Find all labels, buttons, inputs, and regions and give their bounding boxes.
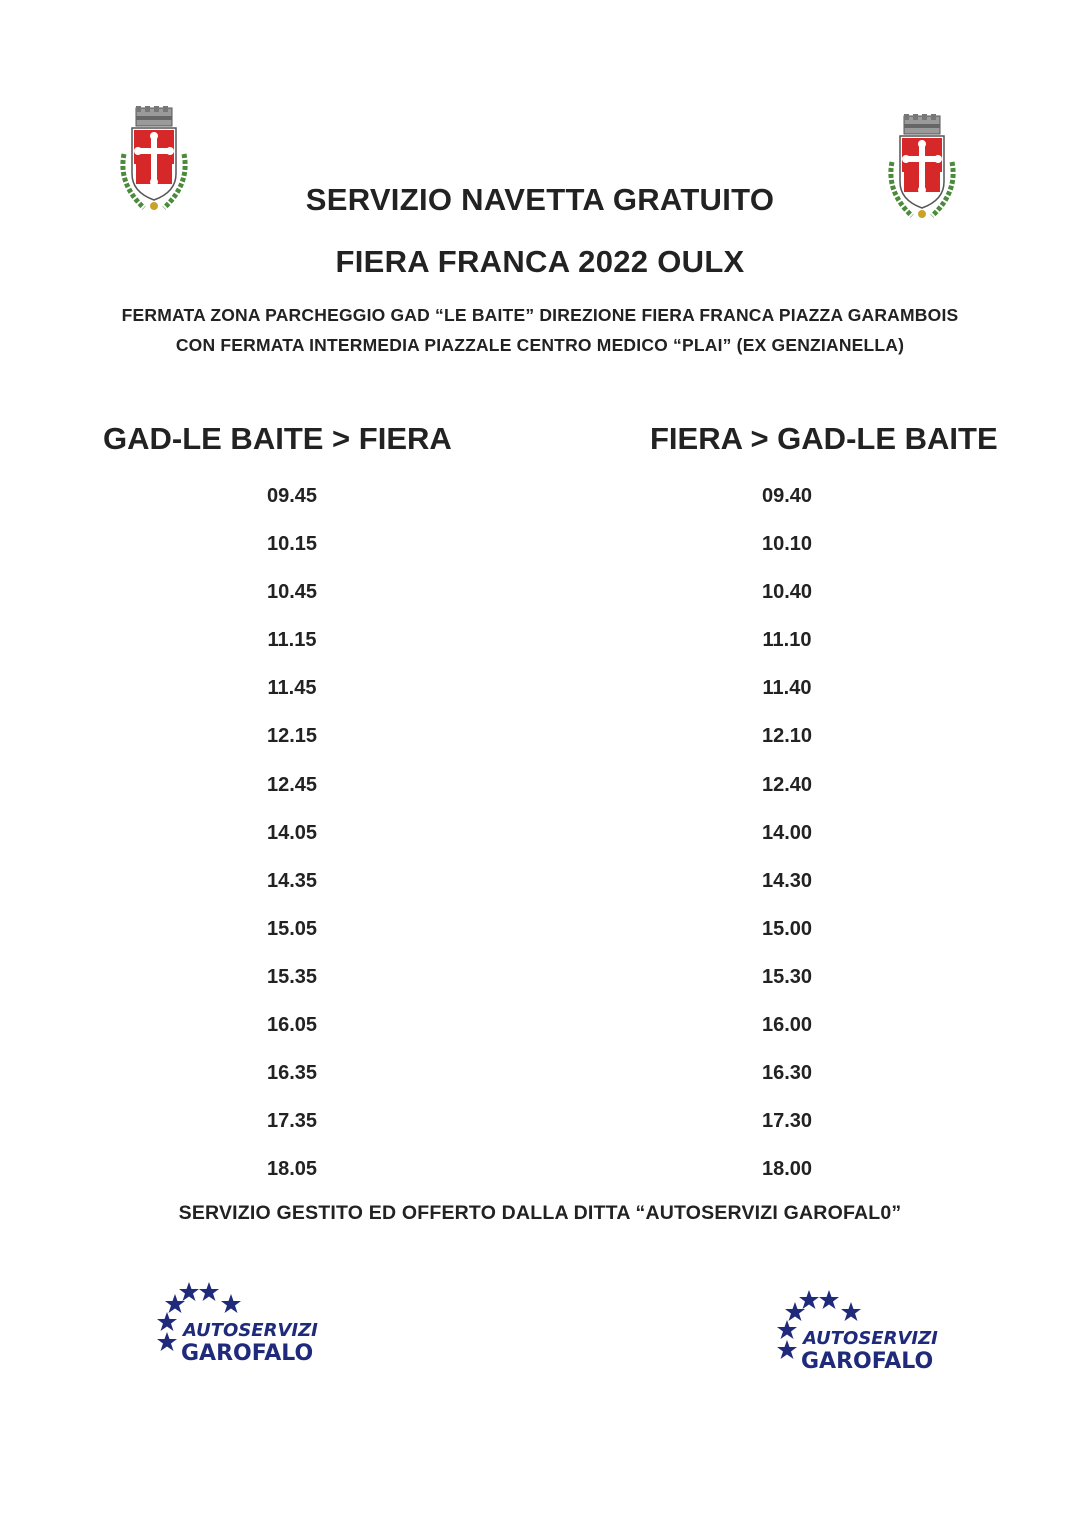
operator-note: SERVIZIO GESTITO ED OFFERTO DALLA DITTA “AUTOSERVIZI GAROFAL0” bbox=[178, 1202, 902, 1224]
page-title: SERVIZIO NAVETTA GRATUITO bbox=[305, 182, 775, 217]
departure-time: 18.05 bbox=[266, 1158, 318, 1181]
departure-time: 16.05 bbox=[266, 1014, 318, 1037]
stop-description: FERMATA ZONA PARCHEGGIO GAD “LE BAITE” DIREZIONE FIERA FRANCA PIAZZA GARAMBOIS bbox=[121, 305, 959, 325]
departure-time: 14.00 bbox=[761, 821, 813, 844]
departure-time: 16.30 bbox=[761, 1062, 813, 1085]
departure-time: 14.35 bbox=[266, 869, 318, 892]
departure-time: 09.40 bbox=[761, 485, 813, 507]
departure-time: 10.15 bbox=[266, 533, 318, 556]
departure-time: 10.45 bbox=[266, 581, 318, 604]
departure-time: 12.40 bbox=[761, 773, 813, 796]
departure-time: 15.30 bbox=[761, 965, 813, 988]
outbound-heading: GAD-LE BAITE > FIERA bbox=[103, 421, 452, 456]
departure-time: 11.15 bbox=[267, 629, 317, 652]
logo-line1: AUTOSERVIZI bbox=[803, 1328, 938, 1349]
departure-time: 12.10 bbox=[761, 725, 813, 748]
departure-time: 11.10 bbox=[762, 629, 812, 652]
departure-time: 10.40 bbox=[761, 581, 813, 604]
departure-time: 11.40 bbox=[762, 677, 812, 700]
departure-time: 09.45 bbox=[266, 485, 318, 507]
logo-line2: GAROFALO bbox=[801, 1349, 934, 1374]
departure-time: 16.35 bbox=[266, 1062, 318, 1085]
autoservizi-garofalo-logo bbox=[775, 1288, 945, 1378]
departure-time: 15.35 bbox=[266, 965, 318, 988]
intermediate-stop-description: CON FERMATA INTERMEDIA PIAZZALE CENTRO MEDICO “PLAI” (EX GENZIANELLA) bbox=[175, 335, 905, 355]
autoservizi-garofalo-logo bbox=[155, 1280, 325, 1370]
return-times-list bbox=[687, 472, 887, 1193]
departure-time: 12.45 bbox=[266, 773, 318, 796]
outbound-times-list bbox=[192, 472, 392, 1193]
departure-time: 16.00 bbox=[761, 1014, 813, 1037]
return-heading: FIERA > GAD-LE BAITE bbox=[650, 421, 998, 456]
departure-time: 18.00 bbox=[761, 1158, 813, 1181]
departure-time: 14.30 bbox=[761, 869, 813, 892]
logo-line2: GAROFALO bbox=[181, 1341, 314, 1366]
departure-time: 15.00 bbox=[761, 917, 813, 940]
departure-time: 15.05 bbox=[266, 917, 318, 940]
event-title: FIERA FRANCA 2022 OULX bbox=[335, 244, 745, 279]
departure-time: 11.45 bbox=[267, 677, 317, 700]
departure-time: 17.30 bbox=[761, 1110, 813, 1133]
departure-time: 17.35 bbox=[266, 1110, 318, 1133]
departure-time: 10.10 bbox=[761, 533, 813, 556]
departure-time: 12.15 bbox=[266, 725, 318, 748]
logo-line1: AUTOSERVIZI bbox=[183, 1320, 318, 1341]
departure-time: 14.05 bbox=[266, 821, 318, 844]
